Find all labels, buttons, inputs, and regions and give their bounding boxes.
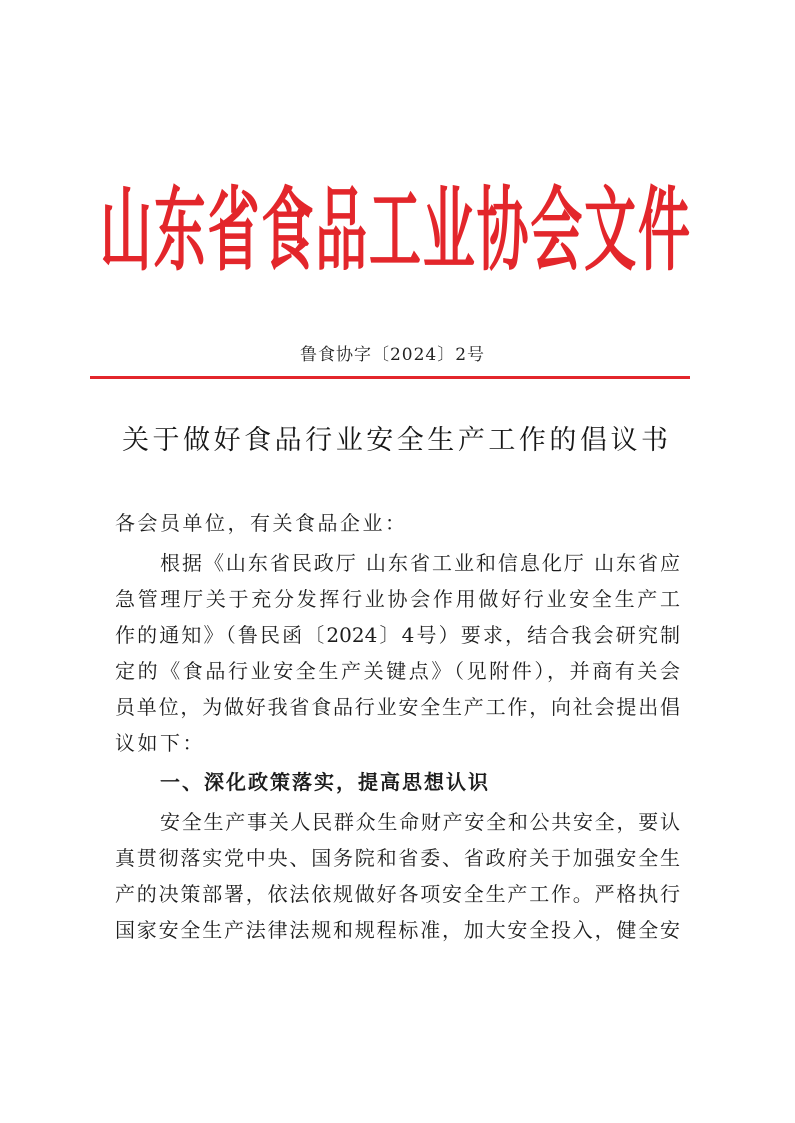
body-line: 急管理厅关于充分发挥行业协会作用做好行业安全生产工 (115, 587, 680, 611)
document-body (115, 505, 680, 948)
section-paragraph (115, 804, 680, 948)
body-line: 真贯彻落实党中央、国务院和省委、省政府关于加强安全生 (115, 846, 680, 870)
letterhead-title: 山东省食品工业协会文件 (100, 177, 690, 284)
body-line: 安全生产事关人民群众生命财产安全和公共安全，要认 (160, 810, 680, 834)
body-line: 根据《山东省民政厅 山东省工业和信息化厅 山东省应 (160, 551, 680, 575)
body-line: 国家安全生产法律法规和规程标准，加大安全投入，健全安 (115, 918, 680, 942)
body-line: 定的《食品行业安全生产关键点》（见附件），并商有关会 (115, 659, 680, 683)
body-line: 产的决策部署，依法依规做好各项安全生产工作。严格执行 (115, 882, 680, 906)
document-title: 关于做好食品行业安全生产工作的倡议书 (122, 425, 668, 456)
document-number: 鲁食协字〔2024〕2号 (299, 345, 486, 365)
body-line: 作的通知》（鲁民函〔2024〕4号）要求，结合我会研究制 (115, 623, 680, 647)
body-line: 员单位，为做好我省食品行业安全生产工作，向社会提出倡 (115, 695, 680, 719)
salutation: 各会员单位，有关食品企业： (115, 511, 408, 535)
section-heading: 一、深化政策落实，提高思想认识 (160, 770, 490, 794)
red-divider-line (90, 376, 690, 379)
body-line: 议如下： (115, 731, 205, 755)
intro-paragraph (115, 545, 680, 761)
